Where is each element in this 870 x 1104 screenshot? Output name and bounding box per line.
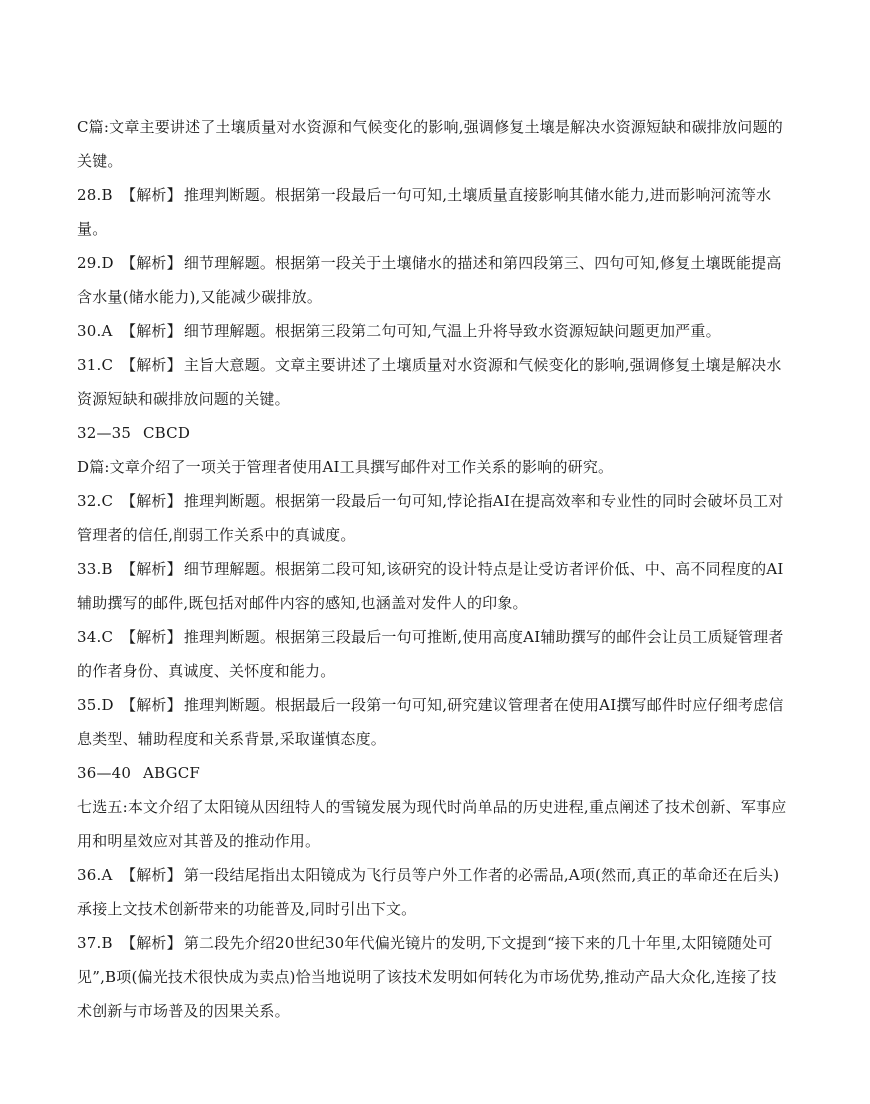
question-range: 36—40 [77,764,132,782]
answer-letters: ABGCF [143,764,201,782]
analysis-tag: 【解析】 [121,492,182,510]
analysis-tag: 【解析】 [121,186,182,204]
explanation-text: 推理判断题。根据第一段最后一句可知,土壤质量直接影响其储水能力,进而影响河流等水量。 [77,186,772,238]
explanation-text: 细节理解题。根据第三段第二句可知,气温上升将导致水资源短缺问题更加严重。 [183,322,721,340]
explanation-text: 主旨大意题。文章主要讲述了土壤质量对水资源和气候变化的影响,强调修复土壤是解决水资源短缺和碳排放问题的关键。 [77,356,782,408]
explanation-text: 推理判断题。根据最后一段第一句可知,研究建议管理者在使用AI撰写邮件时应仔细考虑信息类型、辅助程度和关系背景,采取谨慎态度。 [77,696,784,748]
passage-d-summary [77,450,789,484]
explanation-text: 推理判断题。根据第一段最后一句可知,悖论指AI在提高效率和专业性的同时会破坏员工对管理者的信任,削弱工作关系中的真诚度。 [77,492,784,544]
question-range: 32—35 [77,424,132,442]
answer-range-36-40 [77,756,789,790]
explanation-text: 推理判断题。根据第三段最后一句可推断,使用高度AI辅助撰写的邮件会让员工质疑管理者的作者身份、真诚度、关怀度和能力。 [77,628,784,680]
answer-item-30 [77,314,789,348]
question-number: 36.A [77,866,113,884]
paragraph-text: D篇:文章介绍了一项关于管理者使用AI工具撰写邮件对工作关系的影响的研究。 [77,458,614,476]
question-number: 37.B [77,934,113,952]
question-number: 29.D [77,254,114,272]
answer-item-32 [77,484,789,552]
analysis-tag: 【解析】 [121,322,182,340]
paragraph-text: 七选五:本文介绍了太阳镜从因纽特人的雪镜发展为现代时尚单品的历史进程,重点阐述了技术创新、军事应用和明星效应对其普及的推动作用。 [77,798,787,850]
analysis-tag: 【解析】 [121,934,182,952]
explanation-text: 第一段结尾指出太阳镜成为飞行员等户外工作者的必需品,A项(然而,真正的革命还在后头)承接上文技术创新带来的功能普及,同时引出下文。 [77,866,780,918]
answer-item-36 [77,858,789,926]
explanation-text: 细节理解题。根据第一段关于土壤储水的描述和第四段第三、四句可知,修复土壤既能提高含水量(储水能力),又能减少碳排放。 [77,254,782,306]
analysis-tag: 【解析】 [121,254,182,272]
paragraph-text: C篇:文章主要讲述了土壤质量对水资源和气候变化的影响,强调修复土壤是解决水资源短缺和碳排放问题的关键。 [77,118,783,170]
analysis-tag: 【解析】 [121,560,182,578]
answer-item-29 [77,246,789,314]
answer-key-body [77,110,789,1028]
question-number: 30.A [77,322,113,340]
answer-item-35 [77,688,789,756]
answer-item-31 [77,348,789,416]
answer-item-34 [77,620,789,688]
answer-item-28 [77,178,789,246]
analysis-tag: 【解析】 [121,356,182,374]
question-number: 35.D [77,696,114,714]
analysis-tag: 【解析】 [121,866,182,884]
analysis-tag: 【解析】 [121,696,182,714]
question-number: 31.C [77,356,114,374]
answer-range-32-35 [77,416,789,450]
explanation-text: 第二段先介绍20世纪30年代偏光镜片的发明,下文提到“接下来的几十年里,太阳镜随处可见”,B项(偏光技术很快成为卖点)恰当地说明了该技术发明如何转化为市场优势,推动产品大众化,连接了技术创新与市场普及的因果关系。 [77,934,777,1020]
analysis-tag: 【解析】 [121,628,182,646]
question-number: 32.C [77,492,114,510]
explanation-text: 细节理解题。根据第二段可知,该研究的设计特点是让受访者评价低、中、高不同程度的AI辅助撰写的邮件,既包括对邮件内容的感知,也涵盖对发件人的印象。 [77,560,784,612]
question-number: 34.C [77,628,114,646]
answer-item-37 [77,926,789,1028]
passage-c-summary [77,110,789,178]
question-number: 28.B [77,186,113,204]
question-number: 33.B [77,560,113,578]
answer-letters: CBCD [143,424,191,442]
seven-choose-five-summary [77,790,789,858]
answer-item-33 [77,552,789,620]
